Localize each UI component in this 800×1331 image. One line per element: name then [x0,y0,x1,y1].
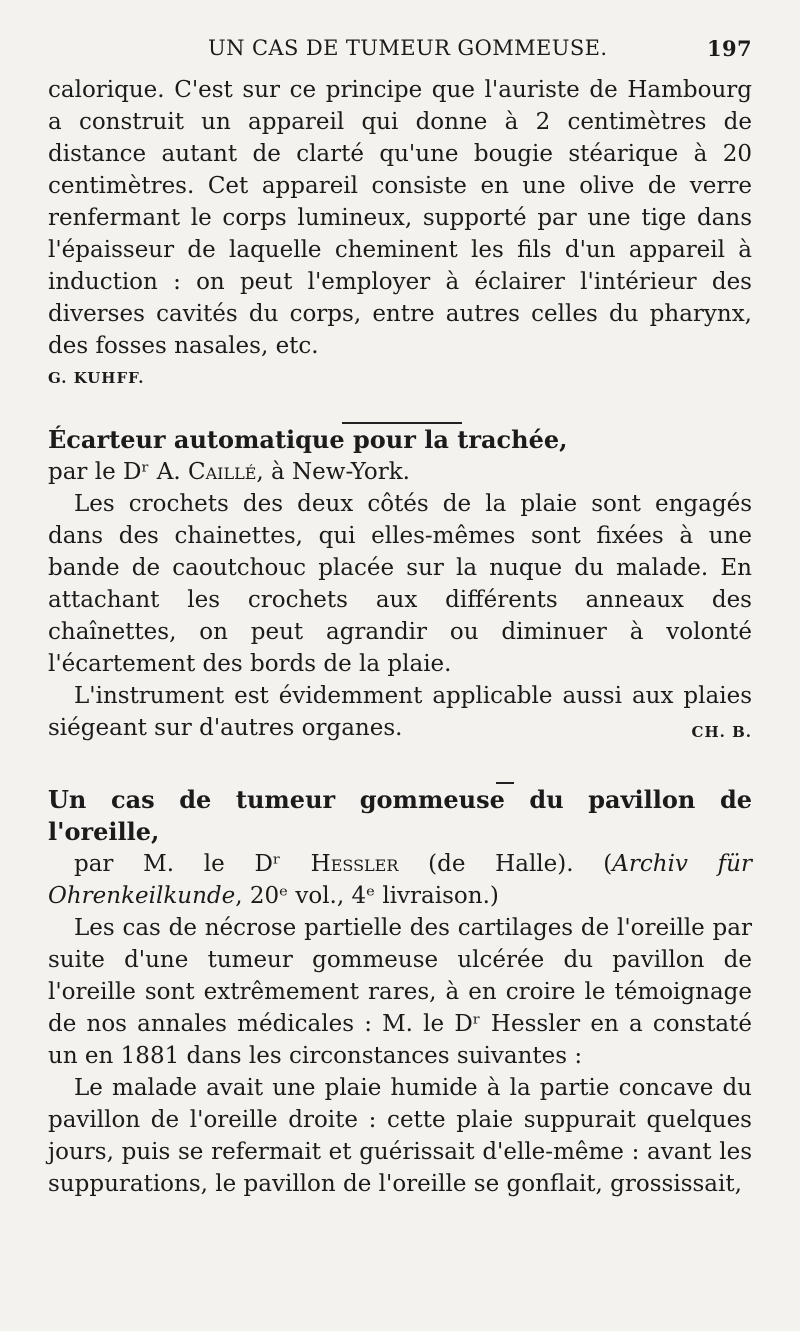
author-name: Hessler [310,851,399,877]
paragraph-continuation: calorique. C'est sur ce principe que l'auriste de Hambourg a construit un appareil qui donne à 2 centimètres de distance autant de clarté qu'une bougie stéarique à 20 centimètres. Cet appareil consiste en une olive de verre renfermant le corps lumineux, supporté par une tige dans l'épaisseur de laquelle cheminent les fils d'un appareil à induction : on peut l'employer à éclairer l'intérieur des diverses cavités du corps, entre autres celles du pharynx, des fosses nasales, etc. [48,77,752,359]
page-number: 197 [706,36,752,61]
page-body [48,74,752,1200]
paragraph-necrose: Les cas de nécrose partielle des cartilages de l'oreille par suite d'une tumeur gommeuse ulcérée du pavillon de l'oreille sont extrêmement rares, à en croire le témoignage de nos annales médicales : M. le Dʳ Hessler en a constaté un en 1881 dans les circonstances suivantes : [48,915,752,1069]
byline-mid: (de Halle). ( [398,851,613,877]
author-signature-kuhff: G. KUHFF. [48,369,145,387]
article-byline-caille [48,456,752,488]
paragraph-malade: Le malade avait une plaie humide à la partie concave du pavillon de l'oreille droite : cette plaie suppurait quelques jours, puis se refermait et guérissait d'elle-même : avant les suppurations, le pavillon de l'oreille se gonflait, grossissait, [48,1075,752,1197]
paragraph-crochets: Les crochets des deux côtés de la plaie sont engagés dans des chainettes, qui elles-mêmes sont fixées à une bande de caoutchouc placée sur la nuque du malade. En attachant les crochets aux différents anneaux des chaînettes, on peut agrandir ou diminuer à volonté l'écartement des bords de la plaie. [48,491,752,677]
running-title: UN CAS DE TUMEUR GOMMEUSE. [208,36,608,60]
paragraph-instrument-text: L'instrument est évidemment applicable aussi aux plaies siégeant sur d'autres organes. [48,683,752,741]
author-signature-chb: CH. B. [691,723,752,741]
author-name: Caillé [188,459,257,485]
byline-suffix: , 20ᵉ vol., 4ᵉ livraison.) [235,883,499,909]
byline-prefix: par le Dʳ A. [48,459,188,485]
article-title-tumeur: Un cas de tumeur gommeuse du pavillon de l'oreille, [48,785,752,846]
byline-suffix: , à New-York. [256,459,410,485]
journal-title: Archiv für Ohrenkeilkunde [48,851,752,909]
article-byline-hessler [48,848,752,912]
article-title-ecarteur: Écarteur automatique pour la trachée, [48,425,568,454]
paragraph-instrument [48,680,752,744]
byline-prefix: par M. le Dʳ [74,851,311,877]
running-header [48,36,752,66]
